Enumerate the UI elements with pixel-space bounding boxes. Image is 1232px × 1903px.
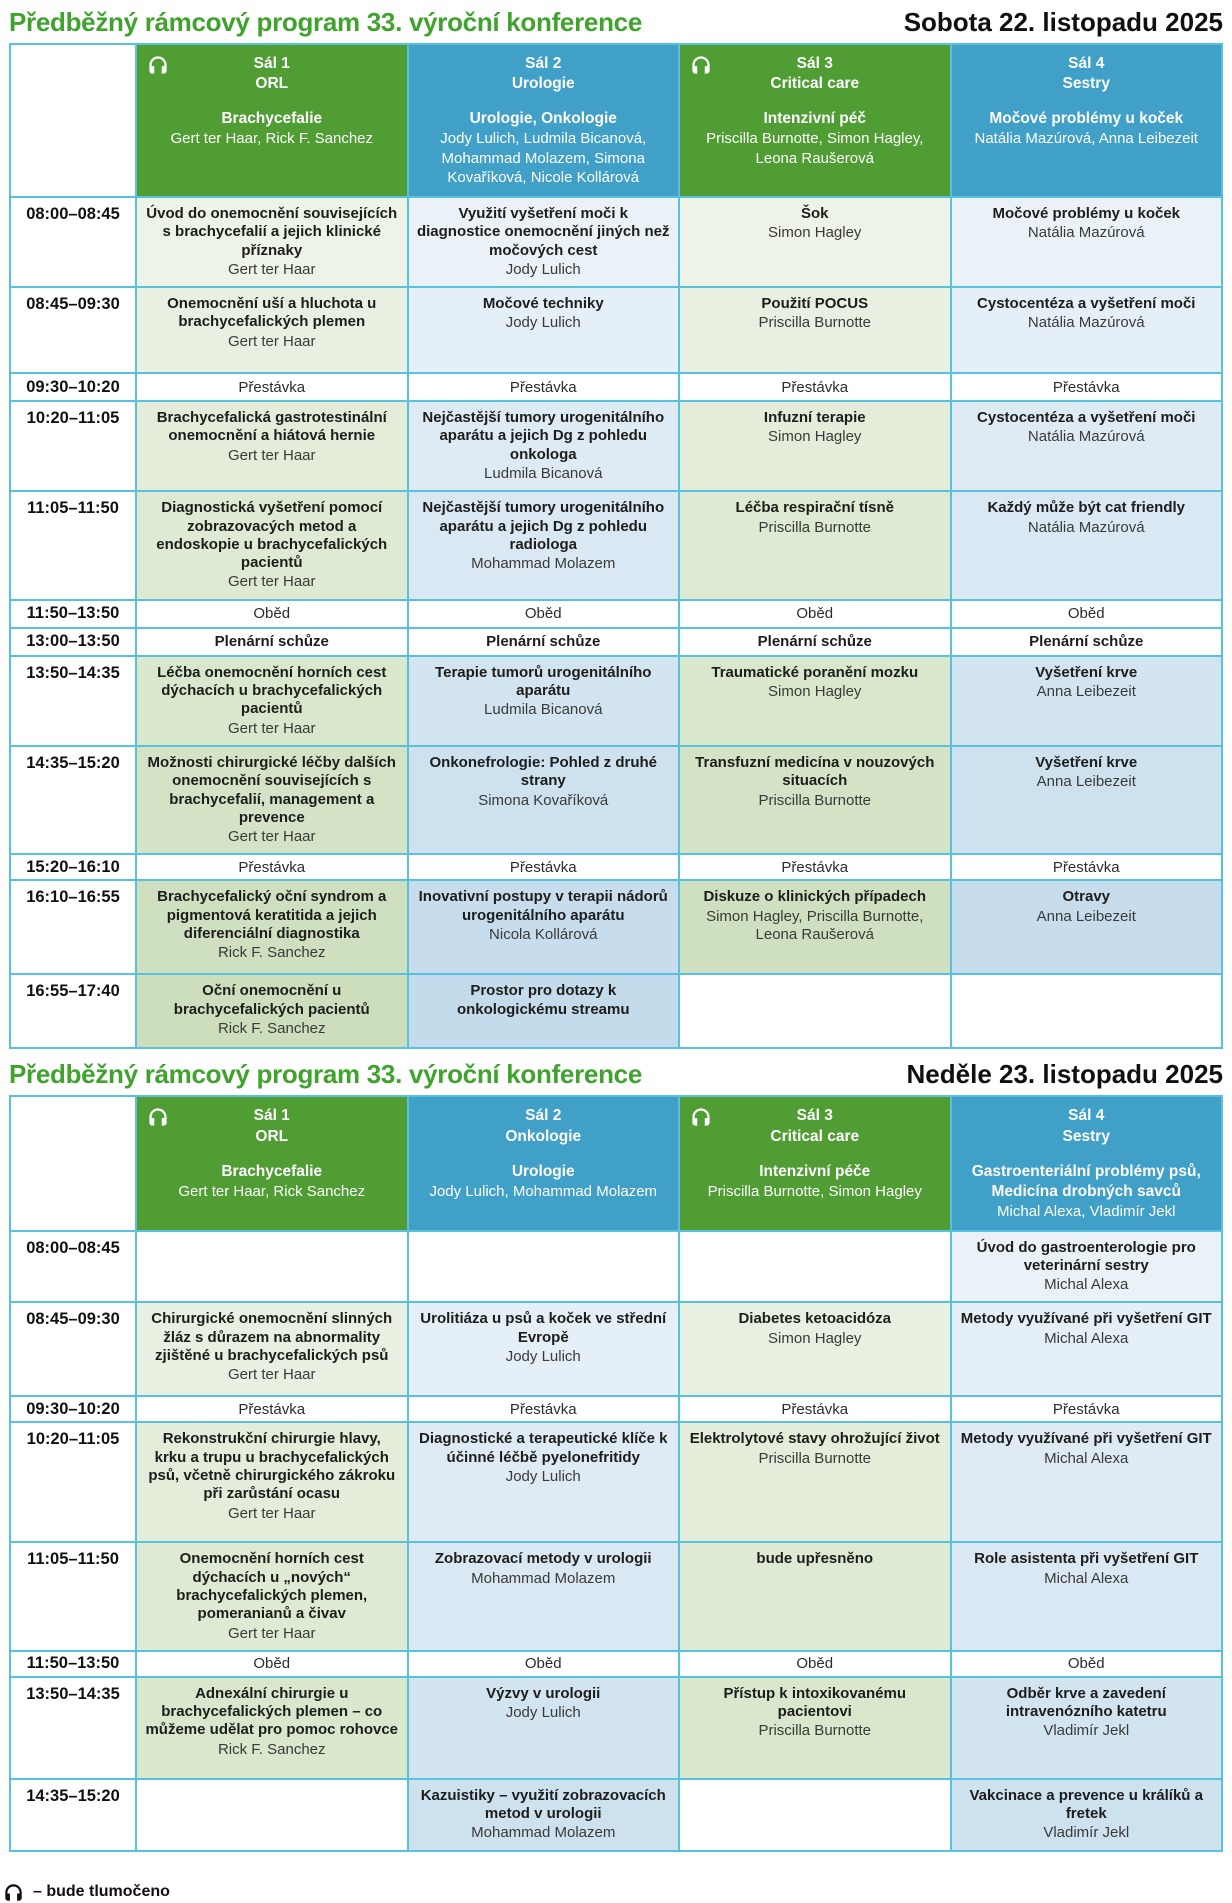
session-title: Cystocentéza a vyšetření moči [977,295,1196,313]
time-cell: 16:55–17:40 [11,975,135,1047]
break-cell: Oběd [952,601,1222,627]
session-cell [409,288,679,372]
session-speaker: Rick F. Sanchez [217,944,326,962]
session-title: Cystocentéza a vyšetření moči [977,409,1196,427]
hall-header-2 [409,45,679,196]
session-speaker: Gert ter Haar [227,1366,316,1384]
session-speaker: Gert ter Haar [227,1624,316,1642]
session-speaker: Simon Hagley [768,428,862,446]
session-speaker: Gert ter Haar [227,446,316,464]
headphones-icon [690,1106,712,1128]
empty-cell [680,975,950,1047]
session-speaker: Priscilla Burnotte [758,1449,872,1467]
hall-track: Critical care [770,75,860,93]
session-cell [409,1423,679,1541]
session-title: Terapie tumorů urogenitálního aparátu [435,663,652,700]
break-cell: Přestávka [680,855,950,879]
session-speaker: Gert ter Haar [227,828,316,846]
session-title: Brachycefalický oční syndrom a pigmentová keratitida a jejich diferenciální diagnostika [157,888,387,943]
time-cell: 14:35–15:20 [11,747,135,853]
hall-track: ORL [255,1127,289,1145]
break-cell: Přestávka [952,1397,1222,1421]
session-cell [952,288,1222,372]
break-cell: Oběd [680,1652,950,1676]
session-cell [137,1678,407,1778]
session-cell [137,1543,407,1649]
day-header [9,1059,1223,1090]
session-title: Močové problémy u koček [992,204,1181,222]
hall-name: Sál 3 [796,1107,833,1125]
time-cell: 08:45–09:30 [11,288,135,372]
day-section [9,7,1223,1049]
session-title: Diskuze o klinických případech [703,888,927,906]
session-speaker: Jody Lulich [505,1704,581,1722]
empty-cell [137,1232,407,1302]
empty-cell [137,1780,407,1850]
session-cell [409,1678,679,1778]
hall-track: Critical care [770,1127,860,1145]
session-cell [952,1423,1222,1541]
session-title: Onemocnění horních cest dýchacích u „nových“ brachycefalických plemen, pomeranianů a čivav [176,1550,368,1623]
session-cell [952,198,1222,286]
session-cell [680,402,950,490]
program-title: Předběžný rámcový program 33. výroční konference [9,7,642,37]
session-cell [952,747,1222,853]
time-cell: 15:20–16:10 [11,855,135,879]
break-cell: Přestávka [409,1397,679,1421]
session-title: Transfuzní medicína v nouzových situacích [695,753,935,790]
break-cell: Přestávka [409,855,679,879]
hall-track: ORL [255,75,289,93]
session-speaker: Anna Leibezeit [1036,773,1136,791]
time-cell: 13:00–13:50 [11,629,135,655]
session-speaker: Gert ter Haar [227,719,316,737]
session-cell [952,402,1222,490]
session-cell [680,492,950,598]
session-title: Zobrazovací metody v urologii [434,1550,652,1568]
session-cell [137,1423,407,1541]
session-title: Využití vyšetření moči k diagnostice onemocnění jiných než močových cest [416,204,670,259]
hall-track: Sestry [1062,75,1110,93]
break-cell: Přestávka [680,374,950,400]
session-title: Každý může být cat friendly [987,499,1186,517]
session-title: Otravy [1062,888,1111,906]
headphones-icon [147,54,169,76]
session-cell [137,198,407,286]
time-cell: 14:35–15:20 [11,1780,135,1850]
hall-session-title: Urologie [511,1162,575,1180]
session-speaker: Priscilla Burnotte [758,791,872,809]
break-cell: Přestávka [952,374,1222,400]
hall-name: Sál 2 [525,55,562,72]
day-date: Sobota 22. listopadu 2025 [903,7,1223,37]
session-cell [137,747,407,853]
session-speaker: Anna Leibezeit [1036,907,1136,925]
break-cell: Přestávka [137,855,407,879]
session-title: bude upřesněno [756,1550,874,1568]
headphones-icon [3,1882,24,1903]
session-speaker: Mohammad Molazem [471,555,616,573]
session-title: Kazuistiky – využití zobrazovacích metod v urologii [420,1786,666,1823]
hall-header-3 [680,1097,950,1229]
program-title: Předběžný rámcový program 33. výroční konference [9,1059,642,1090]
hall-name: Sál 3 [796,55,833,72]
session-title: Léčba respirační tísně [735,499,894,517]
session-speaker: Ludmila Bicanová [484,701,603,719]
break-cell: Přestávka [137,374,407,400]
session-speaker: Natália Mazúrová [1027,314,1145,332]
session-cell [680,1543,950,1649]
session-speaker: Gert ter Haar [227,260,316,278]
session-cell [680,1678,950,1778]
session-speaker: Vladimír Jekl [1043,1824,1130,1842]
time-cell: 10:20–11:05 [11,402,135,490]
session-speaker: Mohammad Molazem [471,1569,616,1587]
session-title: Použití POCUS [761,295,869,313]
hall-name: Sál 1 [253,55,290,72]
session-speaker: Natália Mazúrová [1027,518,1145,536]
time-cell: 09:30–10:20 [11,374,135,400]
session-speaker: Ludmila Bicanová [484,465,603,482]
session-cell [137,1303,407,1395]
session-speaker: Rick F. Sanchez [217,1020,326,1038]
hall-speakers: Jody Lulich, Mohammad Molazem [429,1182,658,1200]
session-cell [409,1543,679,1649]
schedule-table [9,43,1223,1049]
session-cell [137,975,407,1047]
plenary-cell: Plenární schůze [409,629,679,655]
session-speaker: Michal Alexa [1044,1569,1129,1587]
empty-cell [680,1780,950,1850]
session-speaker: Jody Lulich [505,1468,581,1485]
session-cell [409,881,679,973]
session-cell [680,881,950,973]
day-date: Neděle 23. listopadu 2025 [906,1059,1223,1090]
session-title: Urolitiáza u psů a koček ve střední Evropě [420,1310,667,1346]
session-speaker: Natália Mazúrová [1027,428,1145,446]
session-cell [952,881,1222,973]
hall-session-title: Brachycefalie [221,110,323,128]
hall-speakers: Michal Alexa, Vladimír Jekl [997,1203,1176,1221]
session-title: Elektrolytové stavy ohrožující život [689,1430,940,1448]
session-cell [137,288,407,372]
hall-speakers: Natália Mazúrová, Anna Leibezeit [974,130,1198,148]
session-speaker: Priscilla Burnotte [758,518,872,536]
session-title: Oční onemocnění u brachycefalických pacientů [173,982,370,1018]
session-title: Prostor pro dotazy k onkologickému streamu [456,982,630,1018]
session-speaker: Simon Hagley [768,224,862,242]
session-title: Role asistenta při vyšetření GIT [974,1550,1199,1568]
session-speaker: Simon Hagley [768,683,862,701]
session-speaker: Anna Leibezeit [1036,683,1136,701]
session-cell [409,747,679,853]
session-cell [952,1678,1222,1778]
session-cell [409,198,679,286]
session-title: Infuzní terapie [763,409,866,427]
session-title: Šok [800,204,829,222]
session-speaker: Gert ter Haar [227,332,316,350]
session-cell [409,1780,679,1850]
session-cell [680,657,950,745]
hall-header-1 [137,1097,407,1229]
session-cell [409,492,679,598]
time-cell: 08:00–08:45 [11,1232,135,1302]
session-speaker: Vladimír Jekl [1043,1722,1130,1740]
corner-cell [11,1097,135,1229]
empty-cell [409,1232,679,1302]
break-cell: Přestávka [137,1397,407,1421]
hall-name: Sál 1 [253,1107,290,1125]
session-cell [680,198,950,286]
time-cell: 13:50–14:35 [11,657,135,745]
session-speaker: Jody Lulich [505,1348,581,1365]
break-cell: Oběd [409,601,679,627]
session-speaker: Rick F. Sanchez [217,1740,326,1758]
break-cell: Oběd [137,1652,407,1676]
session-title: Vyšetření krve [1035,753,1138,771]
hall-speakers: Gert ter Haar, Rick F. Sanchez [170,130,374,148]
session-cell [952,1543,1222,1649]
empty-cell [680,1232,950,1302]
session-title: Léčba onemocnění horních cest dýchacích u brachycefalických pacientů [157,663,387,718]
session-title: Nejčastější tumory urogenitálního aparátu a jejich Dg z pohledu onkologa [422,409,665,463]
session-title: Onkonefrologie: Pohled z druhé strany [429,753,657,790]
headphones-icon [690,54,712,76]
headphones-icon [147,1106,169,1128]
plenary-cell: Plenární schůze [952,629,1222,655]
break-cell: Oběd [409,1652,679,1676]
hall-track: Onkologie [505,1127,582,1145]
session-cell [137,657,407,745]
hall-name: Sál 4 [1068,55,1105,72]
break-cell: Oběd [952,1652,1222,1676]
hall-track: Sestry [1062,1127,1110,1145]
hall-speakers: Gert ter Haar, Rick Sanchez [178,1182,366,1200]
session-speaker: Priscilla Burnotte [758,1722,872,1740]
plenary-cell: Plenární schůze [137,629,407,655]
session-title: Vakcinace a prevence u králíků a fretek [969,1786,1203,1823]
session-cell [680,747,950,853]
empty-cell [952,975,1222,1047]
session-title: Odběr krve a zavedení intravenózního katetru [1005,1684,1167,1721]
session-speaker: Michal Alexa [1044,1449,1129,1467]
session-cell [409,1303,679,1395]
time-cell: 09:30–10:20 [11,1397,135,1421]
session-speaker: Simon Hagley [768,1329,862,1347]
session-speaker: Jody Lulich [505,314,581,332]
hall-session-title: Močové problémy u koček [989,110,1184,128]
hall-header-2 [409,1097,679,1229]
hall-header-4 [952,1097,1222,1229]
day-header [9,7,1223,38]
session-speaker: Jody Lulich [505,260,581,278]
session-title: Adnexální chirurgie u brachycefalických plemen – co můžeme udělat pro pomoc rohovce [145,1684,399,1739]
hall-header-3 [680,45,950,196]
session-cell [680,1423,950,1541]
session-title: Přístup k intoxikovanému pacientovi [723,1684,907,1721]
session-cell [137,402,407,490]
hall-header-4 [952,45,1222,196]
schedule-table [9,1095,1223,1851]
session-title: Močové techniky [482,295,604,313]
time-cell: 13:50–14:35 [11,1678,135,1778]
hall-session-title: Brachycefalie [221,1162,323,1180]
session-cell [952,657,1222,745]
session-speaker: Simon Hagley, Priscilla Burnotte, Leona Raušerová [706,907,924,944]
session-title: Nejčastější tumory urogenitálního aparátu a jejich Dg z pohledu radiologa [422,499,665,553]
hall-session-title: Intenzivní péč [763,110,866,128]
session-title: Chirurgické onemocnění slinných žláz s důrazem na abnormality zjištěné u brachycefalických psů [151,1310,393,1364]
session-title: Diabetes ketoacidóza [738,1310,892,1328]
session-cell [952,1780,1222,1850]
break-cell: Oběd [680,601,950,627]
session-title: Inovativní postupy v terapii nádorů urogenitálního aparátu [418,888,668,924]
session-cell [680,288,950,372]
session-title: Diagnostická vyšetření pomocí zobrazovacých metod a endoskopie u brachycefalických pacientů [156,499,388,572]
hall-speakers: Priscilla Burnotte, Simon Hagley [707,1182,922,1200]
hall-name: Sál 4 [1068,1107,1105,1125]
plenary-cell: Plenární schůze [680,629,950,655]
session-speaker: Michal Alexa [1044,1276,1129,1294]
session-title: Metody využívané při vyšetření GIT [960,1430,1212,1448]
session-title: Rekonstrukční chirurgie hlavy, krku a trupu u brachycefalických psů, včetně chirurgického zákroku při zarůstání ocasu [148,1430,396,1503]
session-speaker: Gert ter Haar [227,573,316,591]
session-speaker: Gert ter Haar [227,1504,316,1522]
session-speaker: Michal Alexa [1044,1329,1129,1347]
session-title: Vyšetření krve [1035,663,1138,681]
legend [3,1882,1232,1903]
session-title: Brachycefalická gastrotestinální onemocnění a hiátová hernie [156,409,387,445]
break-cell: Přestávka [952,855,1222,879]
break-cell: Přestávka [680,1397,950,1421]
hall-header-1 [137,45,407,196]
hall-speakers: Jody Lulich, Ludmila Bicanová, Mohammad Molazem, Simona Kovaříková, Nicole Kollárová [440,130,647,187]
session-title: Možnosti chirurgické léčby dalších onemocnění souvisejících s brachycefalií, management a prevence [147,753,396,826]
time-cell: 08:00–08:45 [11,198,135,286]
break-cell: Přestávka [409,374,679,400]
session-speaker: Mohammad Molazem [471,1824,616,1842]
session-title: Úvod do gastroenterologie pro veterinární sestry [976,1238,1196,1274]
session-title: Metody využívané při vyšetření GIT [960,1310,1212,1328]
session-cell [409,402,679,490]
session-title: Onemocnění uší a hluchota u brachycefalických plemen [167,295,377,331]
session-title: Traumatické poranění mozku [711,663,919,681]
session-speaker: Priscilla Burnotte [758,314,872,332]
time-cell: 08:45–09:30 [11,1303,135,1395]
session-cell [952,492,1222,598]
session-speaker: Natália Mazúrová [1027,224,1145,242]
session-cell [137,492,407,598]
session-title: Úvod do onemocnění souvisejících s brachycefalií a jejich klinické příznaky [146,204,398,259]
break-cell: Oběd [137,601,407,627]
session-cell [409,975,679,1047]
session-cell [409,657,679,745]
hall-track: Urologie [511,75,575,93]
session-speaker: Nicola Kollárová [489,926,598,944]
session-cell [952,1303,1222,1395]
session-cell [952,1232,1222,1302]
session-cell [137,881,407,973]
time-cell: 11:50–13:50 [11,1652,135,1676]
hall-session-title: Urologie, Onkologie [469,110,617,128]
time-cell: 11:05–11:50 [11,1543,135,1649]
day-section [9,1059,1223,1851]
corner-cell [11,45,135,196]
time-cell: 16:10–16:55 [11,881,135,973]
session-title: Diagnostické a terapeutické klíče k účinné léčbě pyelonefritidy [419,1430,668,1466]
hall-name: Sál 2 [525,1107,562,1125]
time-cell: 11:50–13:50 [11,601,135,627]
hall-session-title: Gastroenteriální problémy psů, Medicína drobných savců [971,1162,1201,1200]
legend-text: – bude tlumočeno [33,1883,170,1901]
time-cell: 10:20–11:05 [11,1423,135,1541]
hall-speakers: Priscilla Burnotte, Simon Hagley, Leona Raušerová [706,130,924,167]
session-speaker: Simona Kovaříková [478,791,609,809]
time-cell: 11:05–11:50 [11,492,135,598]
session-title: Výzvy v urologii [486,1684,601,1702]
hall-session-title: Intenzivní péče [759,1162,871,1180]
session-cell [680,1303,950,1395]
